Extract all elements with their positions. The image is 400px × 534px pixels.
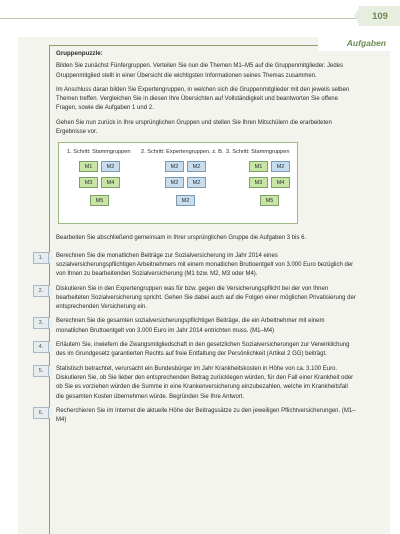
task-item <box>38 252 356 280</box>
chip-m2: M2 <box>101 161 120 172</box>
task-number: 2. <box>33 285 49 297</box>
page-header <box>0 0 400 28</box>
section-title: Aufgaben <box>318 37 390 51</box>
step-1-title: 1. Schritt: Stammgruppen <box>67 149 131 156</box>
chip-m4: M4 <box>271 177 290 188</box>
step-2-title: 2. Schritt: Expertengruppen, z. B. <box>141 149 224 156</box>
content-panel <box>18 37 390 534</box>
chip-m2: M2 <box>176 195 195 206</box>
chip-m2: M2 <box>187 161 206 172</box>
task-item <box>38 317 356 336</box>
task-number: 4. <box>33 341 49 353</box>
task-text: Erläutern Sie, inwiefern die Zwangsmitgliedschaft in den gesetzlichen Sozialversicherungen zur Verwirklichung des im Grundgesetz garantierten Rechts auf freie Entfaltung der Persönlichkeit (Artikel 2 GG) beiträgt. <box>56 342 350 358</box>
content-body <box>38 49 356 430</box>
step-3-title: 3. Schritt: Stammgruppen <box>226 149 290 156</box>
task-number: 1. <box>33 252 49 264</box>
task-item <box>38 365 356 402</box>
task-item <box>38 407 356 426</box>
task-text: Statistisch betrachtet, verursacht ein Bundesbürger im Jahr Krankheitskosten in Höhe von ca. 3.100 Euro. Diskutieren Sie, ob Sie lieber den entsprechenden Betrag zurücklegen würden, für den Fall einer Krankheit oder ob Sie es vorziehen würden die Summe in eine Krankenversicherung einzubezahlen, welche im Krankheitsfall die gesamten Kosten übernehmen würde. Begründen Sie Ihre Antwort. <box>56 365 354 400</box>
chip-m5: M5 <box>90 195 109 206</box>
task-text: Diskutieren Sie in den Expertengruppen was für bzw. gegen die Versicherungspflicht bei der von Ihnen bearbeiteten Sozialversicherung spricht. Gehen Sie dabei auch auf die Folgen einer möglichen Privatisierung der entsprechenden Versicherung ein. <box>56 285 356 311</box>
task-item <box>38 341 356 360</box>
intro-paragraph: Gehen Sie nun zurück in Ihre ursprünglichen Gruppen und stellen Sie Ihren Mitschülern die erarbeiteten Ergebnisse vor. <box>56 119 332 136</box>
chip-m1: M1 <box>79 161 98 172</box>
task-item <box>38 285 356 313</box>
task-text: Recherchieren Sie im Internet die aktuelle Höhe der Beitragssätze zu den jeweiligen Pflichtversicherungen. (M1–M4) <box>56 407 356 424</box>
chip-m1: M1 <box>249 161 268 172</box>
chip-m2: M2 <box>187 177 206 188</box>
intro-heading: Gruppenpuzzle: <box>56 50 103 57</box>
chip-m3: M3 <box>79 177 98 188</box>
page-number: 109 <box>359 6 400 26</box>
header-rule <box>0 18 360 19</box>
group-puzzle-diagram <box>58 142 298 224</box>
task-text: Berechnen Sie die gesamten sozialversicherungspflichtigen Beiträge, die ein Arbeitnehmer mit einem monatlichen Bruttoentgelt von 3.000 Euro im Jahr 2014 entrichten muss. (M1–M4) <box>56 318 325 334</box>
chip-m2: M2 <box>271 161 290 172</box>
intro-paragraph: Im Anschluss daran bilden Sie Expertengruppen, in welchen sich die Gruppenmitglieder mit den jeweils selben Themen treffen. Vergleichen Sie in diesen Ihre Übersichten auf Vollständigkeit und beantworten Sie offene Fragen, sowie die Aufgaben 1 und 2. <box>56 86 350 112</box>
chip-m2: M2 <box>165 161 184 172</box>
chip-m2: M2 <box>165 177 184 188</box>
after-diagram-text: Bearbeiten Sie abschließend gemeinsam in Ihrer ursprünglichen Gruppe die Aufgaben 3 bis 6. <box>56 235 307 242</box>
task-number: 3. <box>33 317 49 329</box>
intro-paragraph: Bilden Sie zunächst Fünfergruppen. Verteilen Sie nun die Themen M1–M5 auf die Gruppenmitglieder. Jedes Gruppenmitglied stellt in einer Übersicht die wichtigsten Informationen seines Themas zusammen. <box>56 63 344 79</box>
task-number: 6. <box>33 407 49 419</box>
chip-m4: M4 <box>101 177 120 188</box>
task-number: 5. <box>33 365 49 377</box>
chip-m3: M3 <box>249 177 268 188</box>
chip-m5: M5 <box>260 195 279 206</box>
task-text: Berechnen Sie die monatlichen Beiträge zur Sozialversicherung im Jahr 2014 eines sozialversicherungspflichtigen Arbeitnehmers mit einem monatlichen Bruttoentgelt von 3.000 Euro bezüglich der von Ihnen zu bearbeitenden Sozialversicherung (M1 bzw. M2, M3 oder M4). <box>56 252 354 278</box>
